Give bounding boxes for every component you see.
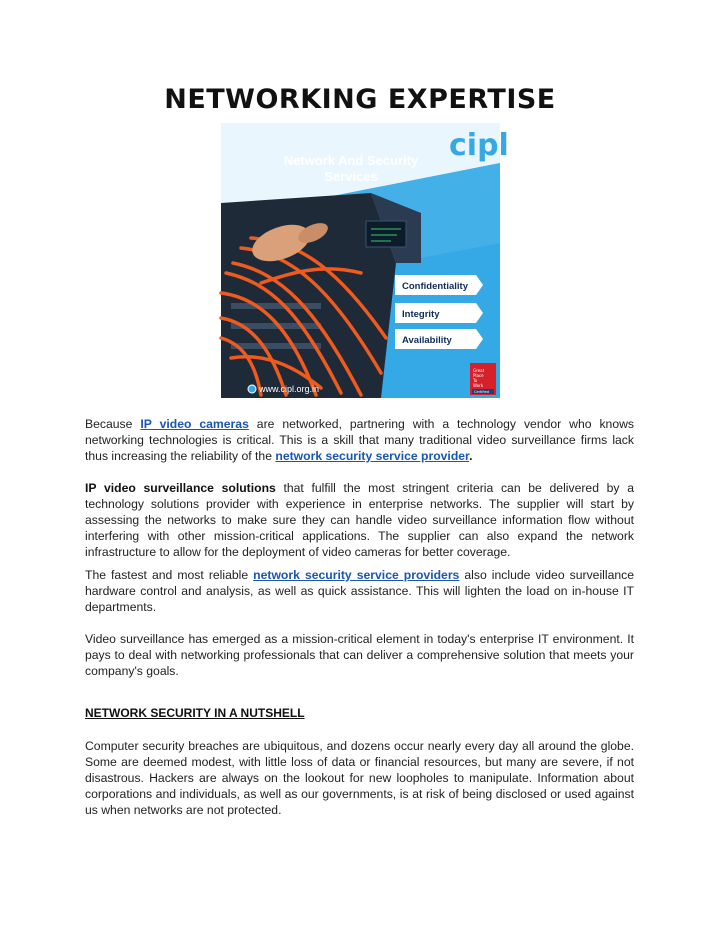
pill-availability — [395, 329, 483, 349]
hero-headline-line1: Network And Security — [283, 153, 419, 168]
website-label — [248, 384, 319, 394]
pill-integrity — [395, 303, 483, 323]
section-heading: NETWORK SECURITY IN A NUTSHELL — [85, 706, 305, 720]
network-security-service-provider-link[interactable]: network security service provider — [275, 449, 470, 463]
network-security-service-providers-link[interactable]: network security service providers — [253, 568, 460, 582]
globe-icon — [248, 385, 256, 393]
paragraph-video-surveillance: Video surveillance has emerged as a mission-critical element in today's enterprise IT environment. It pays to deal with networking professionals that can deliver a comprehensive solution that meets your company's goals. — [85, 632, 634, 678]
hero-headline-line2: Services — [324, 169, 378, 184]
svg-text:cipl: cipl — [449, 128, 509, 163]
ip-video-cameras-link[interactable]: IP video cameras — [140, 417, 249, 431]
svg-text:Work: Work — [473, 383, 484, 388]
svg-text:Place: Place — [473, 373, 484, 378]
text-span: . — [469, 449, 473, 463]
hero-banner-image — [221, 123, 509, 398]
cipl-logo-icon — [449, 128, 509, 163]
text-span: that fulfill the most stringent criteria can be delivered by a technology solutions provider with experience in enterprise networks. The supplier will start by assessing the networks to make sure they can handle video surveillance information flow without interfering with other mission-critical applications. The supplier can also expand the network infrastructure to allow for the deployment of video cameras for better coverage. — [85, 481, 634, 559]
svg-text:Availability: Availability — [402, 335, 452, 346]
pill-confidentiality — [395, 275, 483, 295]
svg-text:Confidentiality: Confidentiality — [402, 281, 468, 292]
great-place-to-work-badge — [470, 363, 496, 395]
text-span: are networked, partnering with a technology vendor who knows networking technologies is critical. This is a skill that many traditional video surveillance firms lack thus increasing the reliability of the — [85, 417, 634, 463]
paragraph-ip-cameras — [85, 416, 634, 464]
paragraph-fastest-providers — [85, 567, 634, 615]
text-span: Because — [85, 417, 141, 431]
page-title: NETWORKING EXPERTISE — [164, 84, 556, 115]
paragraph-ip-surveillance — [85, 480, 634, 560]
text-span: The fastest and most reliable — [85, 568, 254, 582]
svg-text:www.cipl.org.in: www.cipl.org.in — [259, 384, 320, 394]
bold-phrase: IP video surveillance solutions — [85, 481, 276, 495]
svg-text:To: To — [473, 378, 478, 383]
paragraph-security-breaches: Computer security breaches are ubiquitous, and dozens occur nearly every day all around the globe. Some are deemed modest, with little loss of data or financial resources, but many are severe, if not disastrous. Hackers are always on the lookout for new loopholes to manipulate. Information about corporations and individuals, as well as our governments, is at risk of being disclosed or used against us when networks are not protected. — [85, 739, 634, 817]
text-span: also include video surveillance hardware control and analysis, as well as quick assistance. This will lighten the load on in-house IT departments. — [85, 568, 634, 614]
svg-text:Great: Great — [473, 368, 485, 373]
svg-text:Certified: Certified — [474, 390, 489, 394]
svg-text:Integrity: Integrity — [402, 309, 440, 320]
